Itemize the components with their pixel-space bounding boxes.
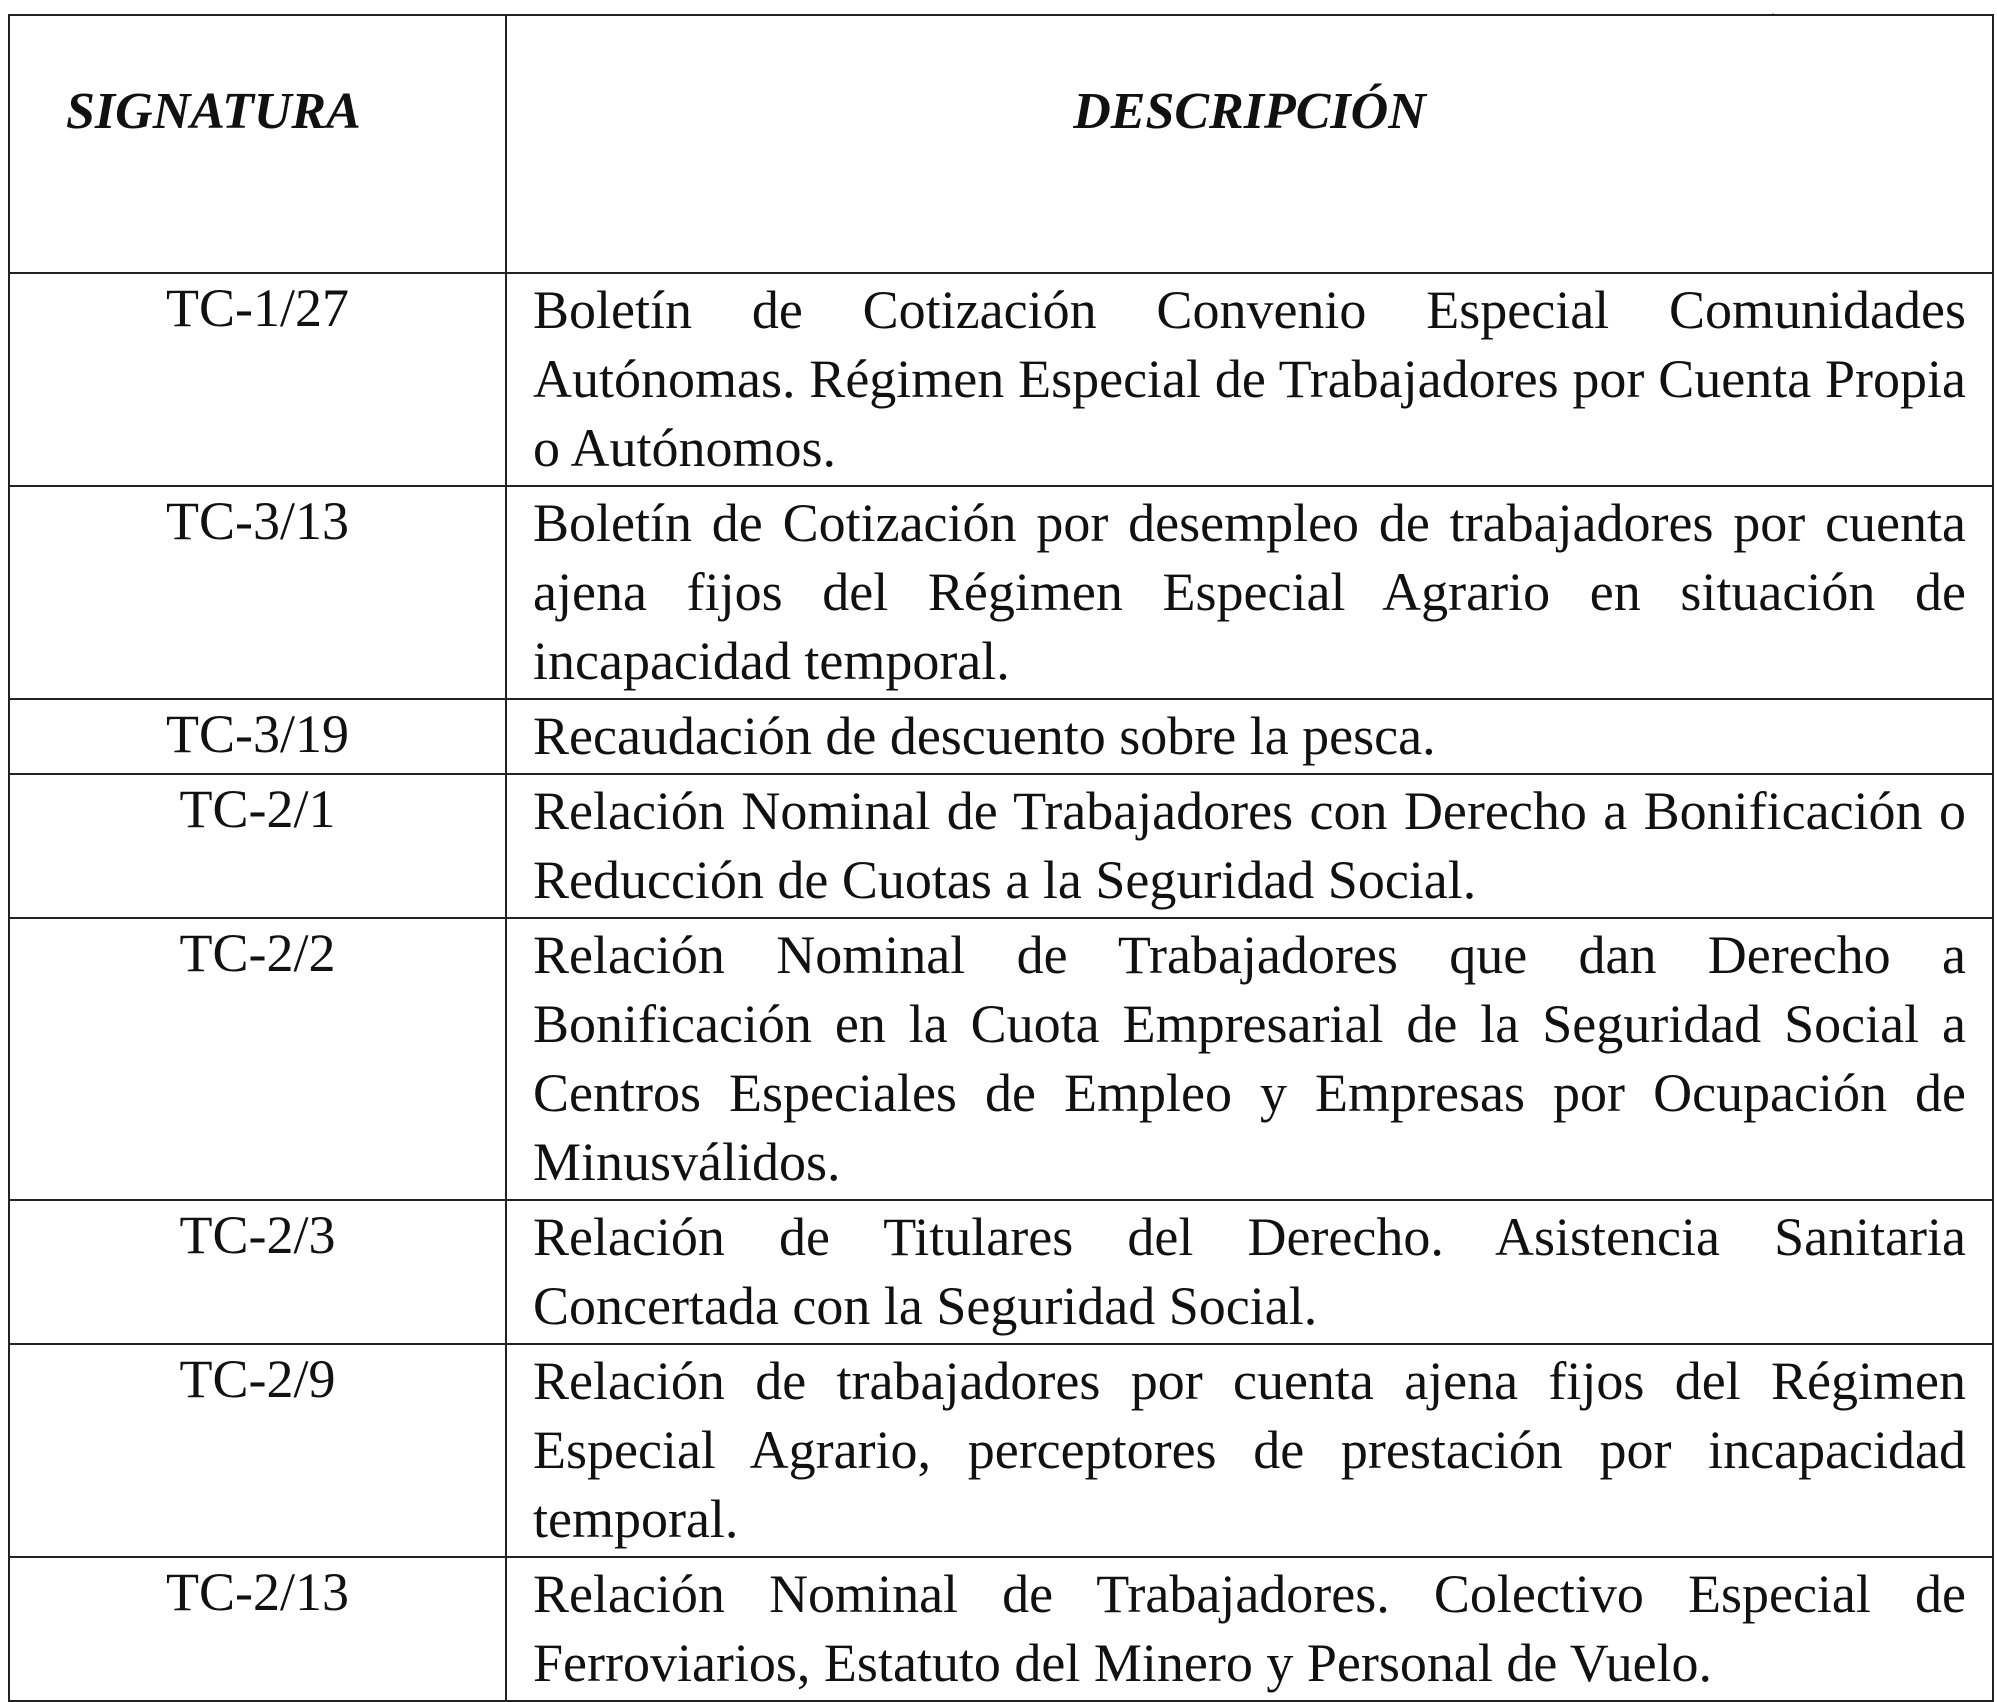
signatura-cell: TC-2/9 bbox=[9, 1344, 506, 1557]
descripcion-cell: Relación Nominal de Trabajadores con Derecho a Bonificación o Reducción de Cuotas a la Seguridad Social. bbox=[506, 774, 1993, 918]
descripcion-cell: Relación de Titulares del Derecho. Asistencia Sanitaria Concertada con la Seguridad Social. bbox=[506, 1200, 1993, 1344]
signatura-cell: TC-3/13 bbox=[9, 486, 506, 699]
table-row bbox=[9, 273, 1993, 486]
table-row bbox=[9, 1557, 1993, 1701]
descripcion-cell: Boletín de Cotización por desempleo de trabajadores por cuenta ajena fijos del Régimen Especial Agrario en situación de incapacidad temporal. bbox=[506, 486, 1993, 699]
signatura-cell: TC-2/13 bbox=[9, 1557, 506, 1701]
signatura-cell: TC-1/27 bbox=[9, 273, 506, 486]
signatura-cell: TC-2/2 bbox=[9, 918, 506, 1200]
descripcion-cell: Relación de trabajadores por cuenta ajena fijos del Régimen Especial Agrario, perceptores de prestación por incapacidad temporal. bbox=[506, 1344, 1993, 1557]
descripcion-cell: Relación Nominal de Trabajadores que dan Derecho a Bonificación en la Cuota Empresarial de la Seguridad Social a Centros Especiales de Empleo y Empresas por Ocupación de Minusválidos. bbox=[506, 918, 1993, 1200]
descripcion-cell: Recaudación de descuento sobre la pesca. bbox=[506, 699, 1993, 774]
signatura-table bbox=[8, 14, 1994, 1702]
table-row bbox=[9, 1344, 1993, 1557]
signatura-cell: TC-3/19 bbox=[9, 699, 506, 774]
signatura-cell: TC-2/3 bbox=[9, 1200, 506, 1344]
table-row bbox=[9, 486, 1993, 699]
descripcion-cell: Boletín de Cotización Convenio Especial Comunidades Autónomas. Régimen Especial de Trabajadores por Cuenta Propia o Autónomos. bbox=[506, 273, 1993, 486]
scan-speck: · bbox=[1770, 8, 1775, 23]
table-row bbox=[9, 918, 1993, 1200]
table-row bbox=[9, 774, 1993, 918]
descripcion-cell: Relación Nominal de Trabajadores. Colectivo Especial de Ferroviarios, Estatuto del Minero y Personal de Vuelo. bbox=[506, 1557, 1993, 1701]
header-row bbox=[9, 15, 1993, 273]
table-row bbox=[9, 699, 1993, 774]
signatura-cell: TC-2/1 bbox=[9, 774, 506, 918]
table-header bbox=[9, 15, 1993, 273]
table-body bbox=[9, 273, 1993, 1701]
header-descripcion: DESCRIPCIÓN bbox=[506, 15, 1993, 273]
header-signatura: SIGNATURA bbox=[9, 15, 506, 273]
table-row bbox=[9, 1200, 1993, 1344]
